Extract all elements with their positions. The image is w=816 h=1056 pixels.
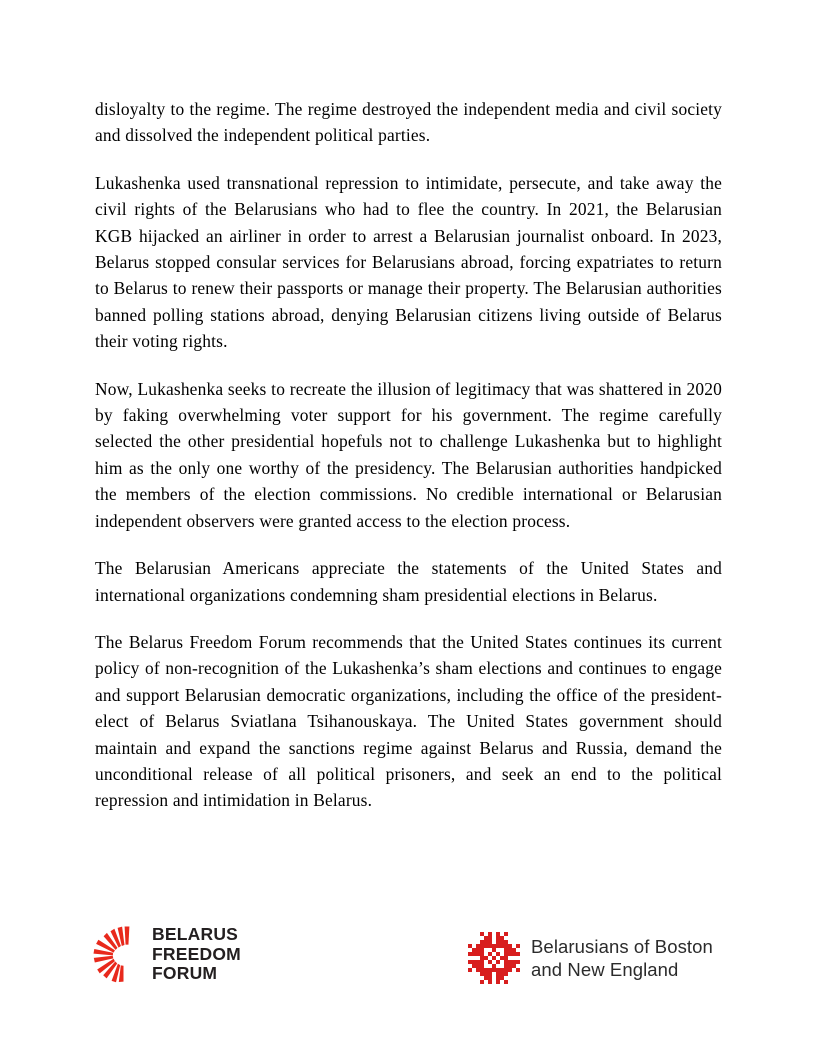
document-body bbox=[95, 96, 722, 814]
logo-line-belarus: BELARUS bbox=[152, 924, 239, 944]
belarus-freedom-forum-logo bbox=[93, 925, 241, 984]
logo-line-forum: FORUM bbox=[152, 963, 218, 983]
red-sunburst-icon bbox=[93, 925, 143, 983]
paragraph: disloyalty to the regime. The regime destroyed the independent media and civil society and dissolved the independent political parties. bbox=[95, 99, 722, 146]
logo-line-and-new-england: and New England bbox=[531, 959, 679, 980]
paragraph: The Belarusian Americans appreciate the statements of the United States and international organizations condemning sham presidential elections in Belarus. bbox=[95, 558, 722, 605]
paragraph: Now, Lukashenka seeks to recreate the illusion of legitimacy that was shattered in 2020 by faking overwhelming voter support for his government. The regime carefully selected the other presidential hopefuls not to challenge Lukashenka but to highlight him as the only one worthy of the presidency. The Belarusian authorities handpicked the members of the election commissions. No credible international or Belarusian independent observers were granted access to the election process. bbox=[95, 378, 722, 531]
paragraph: The Belarus Freedom Forum recommends that the United States continues its current policy of non-recognition of the Lukashenka’s sham elections and continues to engage and support Belarusian democratic organizations, including the office of the president-elect of Belarus Sviatlana Tsihanouskaya. The United States government should maintain and expand the sanctions regime against Belarus and Russia, demand the unconditional release of all political prisoners, and seek an end to the political repression and intimidation in Belarus. bbox=[95, 631, 722, 811]
footer-logos bbox=[0, 920, 816, 1000]
logo-line-freedom: FREEDOM bbox=[152, 943, 241, 964]
belarus-freedom-forum-wordmark bbox=[152, 925, 241, 984]
logo-line-belarusians-of-boston: Belarusians of Boston bbox=[531, 936, 713, 957]
belarusians-of-boston-wordmark bbox=[531, 935, 713, 981]
paragraph: Lukashenka used transnational repression to intimidate, persecute, and take away the civil rights of the Belarusians who had to flee the country. In 2021, the Belarusian KGB hijacked an airliner in order to arrest a Belarusian journalist onboard. In 2023, Belarus stopped consular services for Belarusians abroad, forcing expatriates to return to Belarus to renew their passports or manage their property. The Belarusian authorities banned polling stations abroad, denying Belarusian citizens living outside of Belarus their voting rights. bbox=[95, 172, 722, 352]
belarusians-of-boston-logo bbox=[468, 932, 713, 984]
belarusian-ornament-icon bbox=[468, 932, 520, 984]
